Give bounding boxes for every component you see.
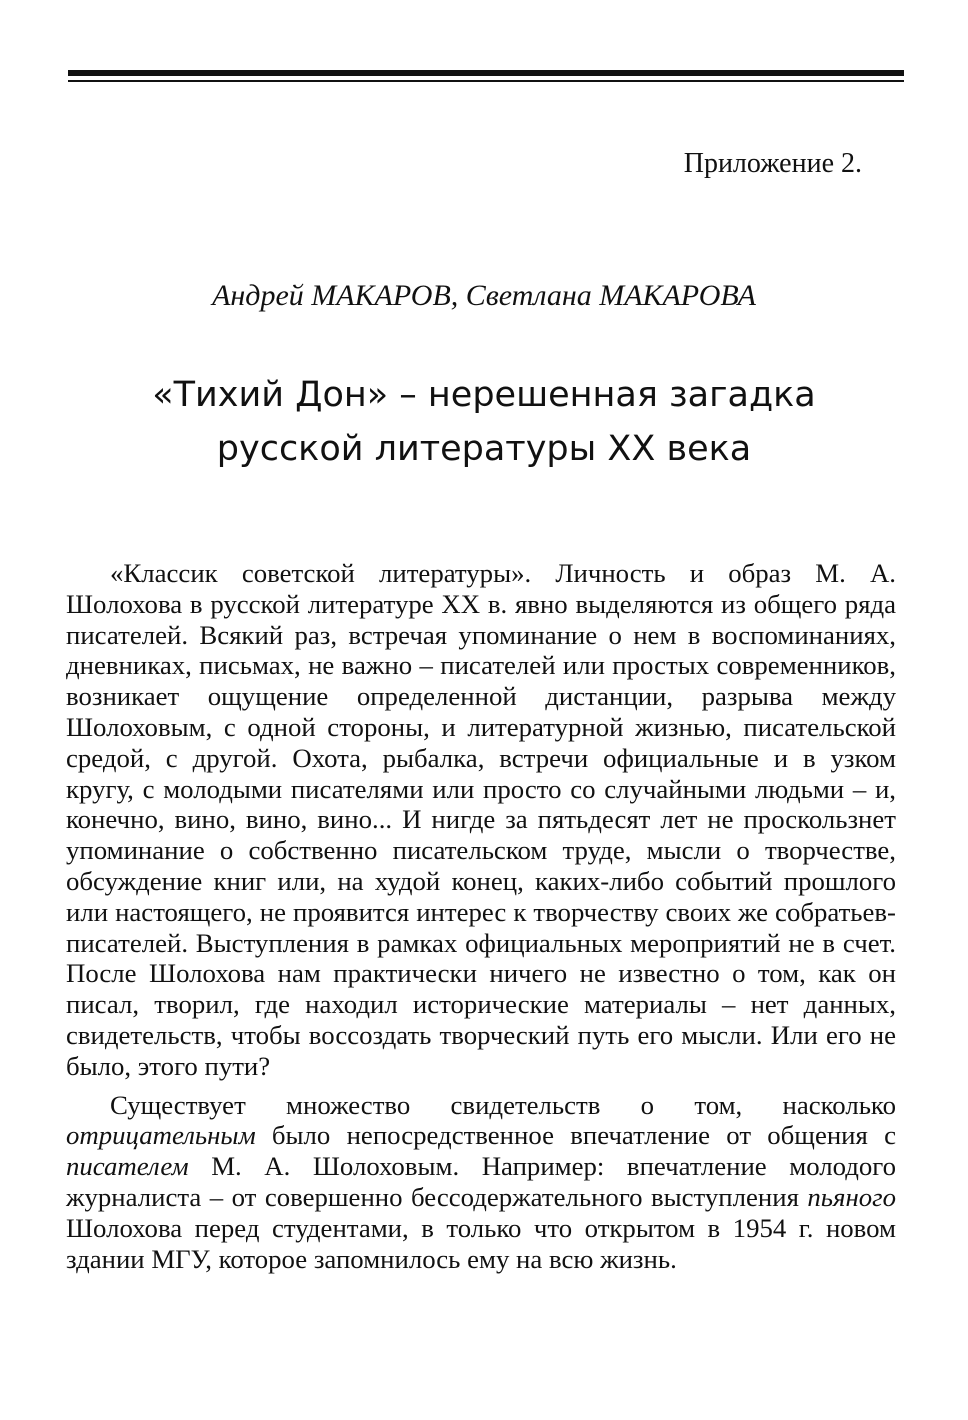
article-title-line-1: «Тихий Дон» – нерешенная загадка bbox=[152, 375, 816, 415]
body-paragraph-1: «Классик советской литературы». Личность и образ М. А. Шолохова в русской литературе XX в. явно выделяются из общего ряда писателей. Всякий раз, встречая упоминание о нем в воспоминаниях, дневниках, письмах, не важно – писателей или простых современников, возникает ощущение определенной дистанции, разрыва между Шолоховым, с одной стороны, и литературной жизнью, писательской средой, с другой. Охота, рыбалка, встречи официальные и в узком кругу, с молодыми писателями или просто со случайными людьми – и, конечно, вино, вино, вино... И нигде за пятьдесят лет не проскользнет упоминание о собственно писательском труде, мысли о творчестве, обсуждение книг или, на худой конец, каких-либо событий прошлого или настоящего, не проявится интерес к творчеству своих же собратьев-писателей. Выступления в рамках официальных мероприятий не в счет. После Шолохова нам практически ничего не известно о том, как он писал, творил, где находил исторические материалы – нет данных, свидетельств, чтобы воссоздать творческий путь его мысли. Или его не было, этого пути? bbox=[66, 558, 896, 1081]
paragraph-2-text-2: было непосредственное впечатление от общения с bbox=[255, 1120, 896, 1151]
article-body bbox=[66, 558, 896, 1274]
body-paragraph-2 bbox=[66, 1090, 896, 1275]
header-rule-thick bbox=[68, 70, 904, 76]
paragraph-2-emphasis-1: отрицательным bbox=[66, 1120, 256, 1151]
paragraph-2-text-1: Существует множество свидетельств о том, насколько bbox=[110, 1089, 896, 1120]
appendix-label: Приложение 2. bbox=[683, 148, 862, 179]
article-title bbox=[60, 368, 908, 476]
paragraph-2-text-4: Шолохова перед студентами, в только что открытом в 1954 г. новом здании МГУ, которое запомнилось ему на всю жизнь. bbox=[66, 1212, 896, 1274]
header-rule-thin bbox=[68, 80, 904, 82]
paragraph-2-emphasis-2: писателем bbox=[66, 1151, 189, 1182]
paragraph-2-emphasis-3: пьяного bbox=[807, 1181, 896, 1212]
article-authors: Андрей МАКАРОВ, Светлана МАКАРОВА bbox=[212, 279, 756, 312]
paragraph-2-text-3: М. А. Шолоховым. Например: впечатление молодого журналиста – от совершенно бессодержательного выступления bbox=[66, 1151, 896, 1212]
article-title-line-2: русской литературы XX века bbox=[216, 429, 752, 469]
